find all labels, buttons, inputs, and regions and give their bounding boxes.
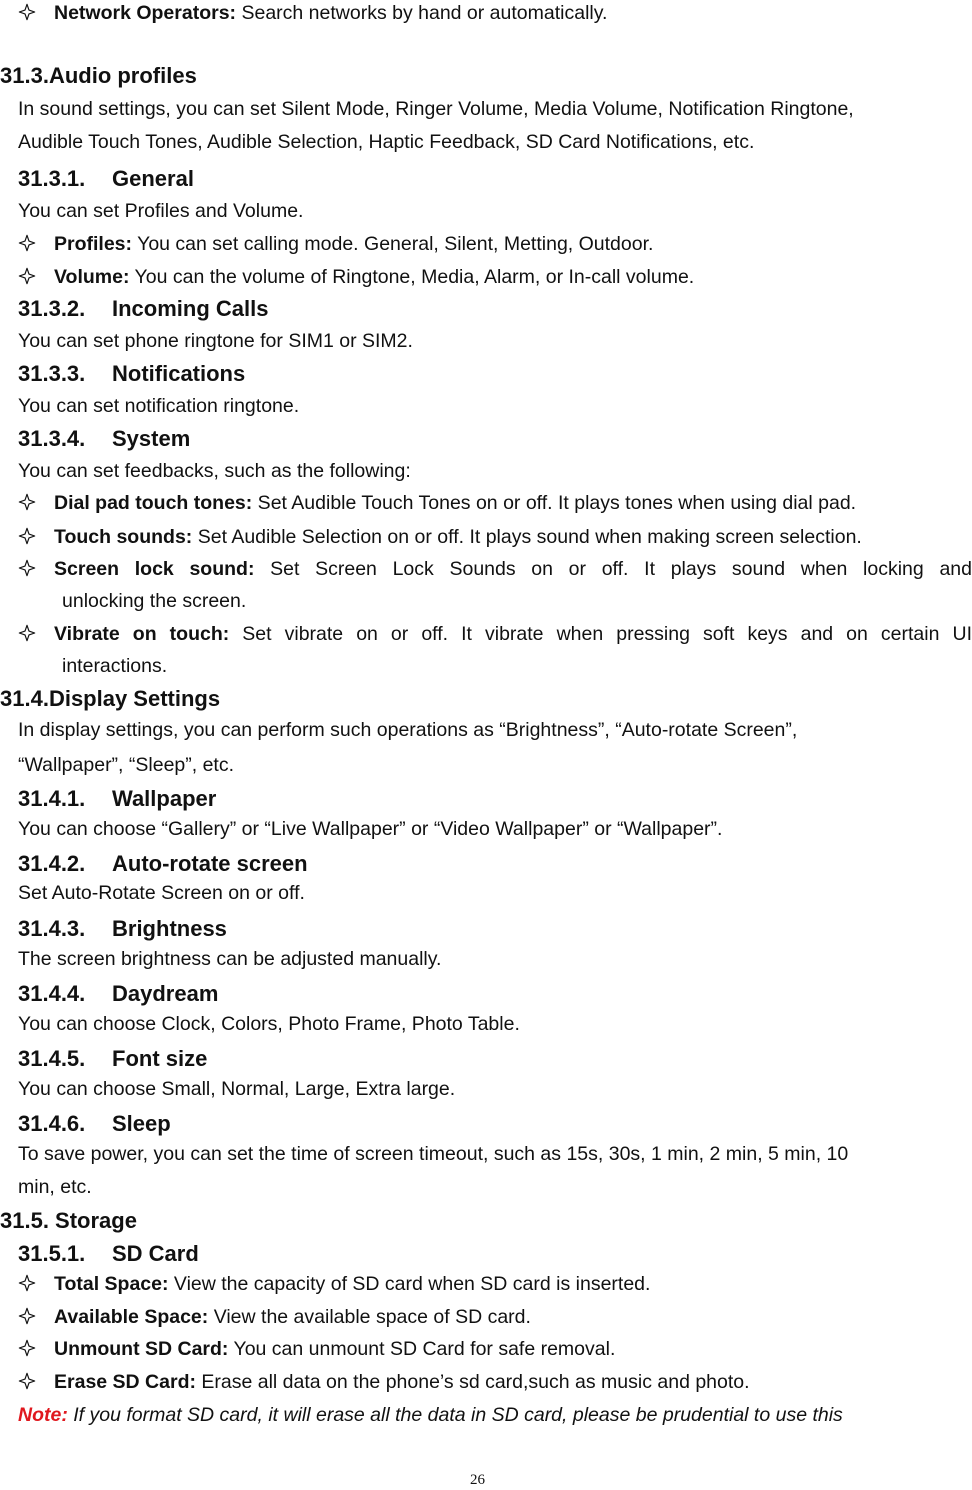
subsection-heading	[18, 916, 227, 942]
bullet-continuation: unlocking the screen.	[62, 590, 247, 612]
bullet-star-icon	[18, 267, 36, 285]
bullet-item	[18, 1306, 531, 1329]
bullet-item	[18, 2, 607, 25]
section-heading	[0, 63, 197, 89]
section-number: 31.4.	[0, 686, 49, 711]
bullet-star-icon	[18, 3, 36, 21]
bullet-label: Available Space:	[54, 1306, 209, 1328]
bullet-text: View the capacity of SD card when SD card is inserted.	[168, 1273, 651, 1295]
bullet-text: Erase all data on the phone’s sd card,such as music and photo.	[195, 1371, 750, 1393]
subsection-number: 31.4.4.	[18, 981, 86, 1006]
subsection-heading	[18, 361, 245, 387]
subsection-heading	[18, 1111, 171, 1137]
bullet-item	[18, 233, 653, 256]
bullet-star-icon	[18, 1372, 36, 1390]
section-title: Display Settings	[48, 686, 221, 711]
paragraph-line: Set Auto-Rotate Screen on or off.	[18, 882, 305, 904]
subsection-number: 31.3.1.	[18, 166, 86, 191]
section-title: Audio profiles	[48, 63, 197, 88]
subsection-number: 31.4.1.	[18, 786, 86, 811]
section-number: 31.3.	[0, 63, 49, 88]
paragraph-line: Audible Touch Tones, Audible Selection, Haptic Feedback, SD Card Notifications, etc.	[18, 131, 755, 153]
paragraph-line: You can set notification ringtone.	[18, 395, 300, 417]
subsection-heading	[18, 851, 308, 877]
bullet-item	[18, 492, 856, 515]
bullet-text: Search networks by hand or automatically.	[236, 2, 608, 24]
subsection-number: 31.3.4.	[18, 426, 86, 451]
subsection-title: System	[112, 426, 191, 451]
subsection-number: 31.4.3.	[18, 916, 86, 941]
subsection-title: Wallpaper	[112, 786, 217, 811]
paragraph-line: In display settings, you can perform such operations as “Brightness”, “Auto-rotate Screen”,	[18, 719, 798, 741]
bullet-text: Set Audible Selection on or off. It plays sound when making screen selection.	[192, 526, 862, 548]
paragraph-line: You can choose Small, Normal, Large, Extra large.	[18, 1078, 456, 1100]
paragraph-line: You can choose Clock, Colors, Photo Frame, Photo Table.	[18, 1013, 520, 1035]
bullet-label: Vibrate on touch:	[54, 623, 230, 645]
subsection-title: Notifications	[112, 361, 246, 386]
paragraph-line: min, etc.	[18, 1176, 92, 1198]
bullet-item	[18, 1338, 615, 1361]
bullet-label: Total Space:	[54, 1273, 169, 1295]
subsection-heading	[18, 166, 194, 192]
subsection-title: Auto-rotate screen	[112, 851, 308, 876]
bullet-text: Set Audible Touch Tones on or off. It plays tones when using dial pad.	[252, 492, 857, 514]
subsection-title: Brightness	[112, 916, 227, 941]
note-text: If you format SD card, it will erase all the data in SD card, please be prudential to use this	[67, 1404, 843, 1426]
bullet-star-icon	[18, 527, 36, 545]
bullet-item	[18, 1371, 750, 1394]
bullet-label: Erase SD Card:	[54, 1371, 196, 1393]
subsection-number: 31.5.1.	[18, 1241, 86, 1266]
bullet-label: Touch sounds:	[54, 526, 193, 548]
subsection-heading	[18, 1241, 199, 1267]
subsection-number: 31.3.2.	[18, 296, 86, 321]
bullet-label: Unmount SD Card:	[54, 1338, 229, 1360]
paragraph-line: To save power, you can set the time of screen timeout, such as 15s, 30s, 1 min, 2 min, 5 min, 10	[18, 1143, 849, 1165]
bullet-item	[18, 266, 694, 289]
subsection-heading	[18, 1046, 207, 1072]
bullet-item	[18, 526, 862, 549]
bullet-label: Network Operators:	[54, 2, 237, 24]
subsection-number: 31.3.3.	[18, 361, 86, 386]
bullet-item	[18, 1273, 650, 1296]
subsection-title: General	[112, 166, 194, 191]
bullet-label: Profiles:	[54, 233, 133, 255]
paragraph-line: The screen brightness can be adjusted manually.	[18, 948, 442, 970]
bullet-text: Set Screen Lock Sounds on or off. It plays sound when locking and	[254, 558, 972, 580]
bullet-text: You can set calling mode. General, Silent, Metting, Outdoor.	[132, 233, 654, 255]
paragraph-line: “Wallpaper”, “Sleep”, etc.	[18, 754, 235, 776]
paragraph-line: In sound settings, you can set Silent Mode, Ringer Volume, Media Volume, Notification Ringtone,	[18, 98, 854, 120]
subsection-number: 31.4.5.	[18, 1046, 86, 1071]
bullet-label: Screen lock sound:	[54, 558, 255, 580]
bullet-star-icon	[18, 1339, 36, 1357]
bullet-text: You can the volume of Ringtone, Media, Alarm, or In-call volume.	[129, 266, 695, 288]
note-line	[18, 1404, 843, 1427]
paragraph-line: You can set Profiles and Volume.	[18, 200, 304, 222]
paragraph-line: You can choose “Gallery” or “Live Wallpaper” or “Video Wallpaper” or “Wallpaper”.	[18, 818, 723, 840]
bullet-star-icon	[18, 1307, 36, 1325]
bullet-label: Dial pad touch tones:	[54, 492, 253, 514]
subsection-title: Sleep	[112, 1111, 171, 1136]
subsection-number: 31.4.2.	[18, 851, 86, 876]
bullet-star-icon	[18, 624, 36, 642]
bullet-label: Volume:	[54, 266, 130, 288]
section-heading	[0, 1208, 137, 1234]
bullet-star-icon	[18, 493, 36, 511]
bullet-star-icon	[18, 559, 36, 577]
bullet-star-icon	[18, 1274, 36, 1292]
bullet-item	[18, 623, 972, 646]
subsection-title: SD Card	[112, 1241, 199, 1266]
section-title: Storage	[48, 1208, 137, 1233]
subsection-title: Incoming Calls	[112, 296, 269, 321]
bullet-item	[18, 558, 972, 581]
subsection-title: Font size	[112, 1046, 208, 1071]
subsection-heading	[18, 786, 216, 812]
subsection-heading	[18, 426, 190, 452]
section-number: 31.5.	[0, 1208, 49, 1233]
section-heading	[0, 686, 220, 712]
bullet-star-icon	[18, 234, 36, 252]
page-number: 26	[470, 1472, 485, 1488]
paragraph-line: You can set feedbacks, such as the following:	[18, 460, 411, 482]
subsection-title: Daydream	[112, 981, 219, 1006]
note-label: Note:	[18, 1404, 68, 1426]
bullet-text: View the available space of SD card.	[208, 1306, 531, 1328]
subsection-heading	[18, 981, 218, 1007]
bullet-text: Set vibrate on or off. It vibrate when pressing soft keys and on certain UI	[229, 623, 972, 645]
subsection-number: 31.4.6.	[18, 1111, 86, 1136]
bullet-continuation: interactions.	[62, 655, 168, 677]
subsection-heading	[18, 296, 268, 322]
paragraph-line: You can set phone ringtone for SIM1 or SIM2.	[18, 330, 413, 352]
bullet-text: You can unmount SD Card for safe removal.	[228, 1338, 616, 1360]
